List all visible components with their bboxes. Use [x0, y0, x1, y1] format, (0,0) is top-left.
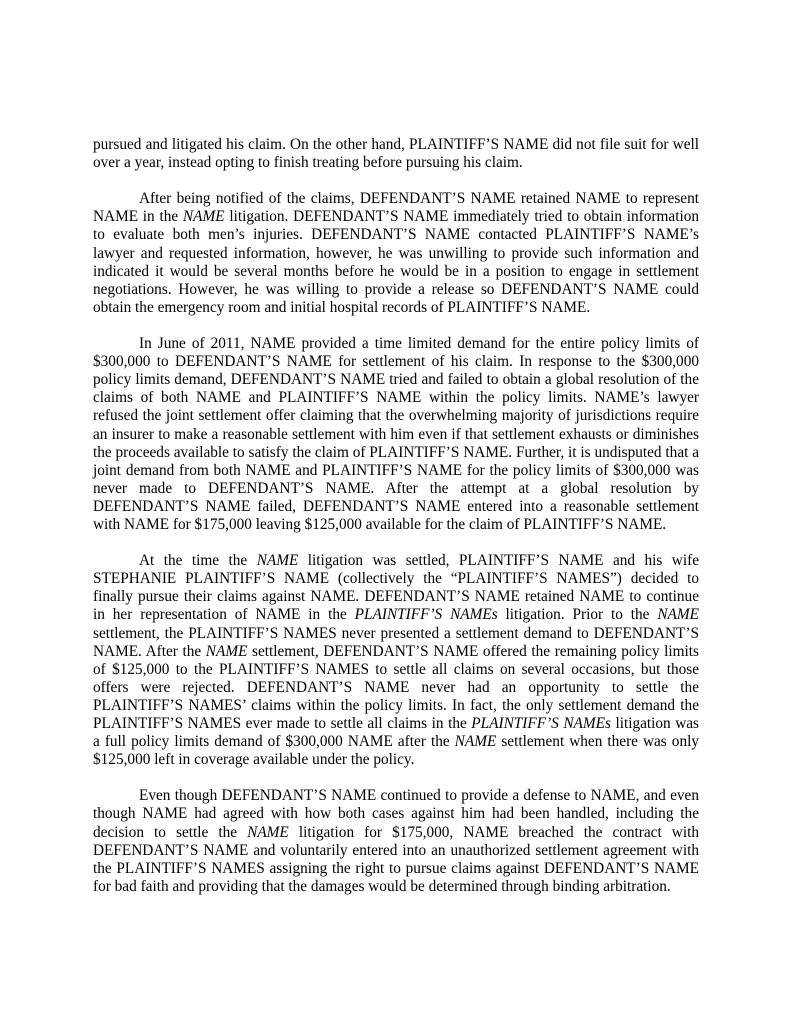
paragraph-4-text-g: settlement when there was only $125,000 left in coverage available under the policy. [93, 733, 699, 769]
paragraph-5 [93, 787, 699, 896]
paragraph-5-italic-case-name: NAME [247, 823, 289, 841]
paragraph-4-italic-3: NAME [657, 606, 699, 624]
paragraph-4-text-e: settlement, DEFENDANT’S NAME offered the remaining policy limits of $125,000 to the PLAINTIFF’S NAMES to settle all claims on several occasions, but those offers were rejected. DEFENDANT’S NAME never had an opportunity to settle the PLAINTIFF’S NAMES’ claims within the policy limits. In fact, the only settlement demand the PLAINTIFF’S NAMES ever made to settle all claims in the [93, 642, 699, 732]
paragraph-4-text-a: At the time the [139, 552, 257, 570]
paragraph-5-text-a: Even though DEFENDANT’S NAME continued to provide a defense to NAME, and even though NAME had agreed with how both cases against him had been handled, including the decision to settle the [93, 787, 699, 841]
paragraph-3 [93, 335, 699, 534]
paragraph-2-text-a: After being notified of the claims, DEFENDANT’S NAME retained NAME to represent NAME in the [93, 190, 699, 226]
paragraph-4-italic-1: NAME [256, 552, 299, 570]
paragraph-4-italic-4: NAME [205, 642, 248, 660]
paragraph-5-text-b: litigation for $175,000, NAME breached the contract with DEFENDANT’S NAME and voluntarily entered into an unauthorized settlement agreement with the PLAINTIFF’S NAMES assigning the right to pursue claims against DEFENDANT’S NAME for bad faith and providing that the damages would be determined through binding arbitration. [93, 823, 699, 895]
paragraph-4 [93, 552, 699, 769]
paragraph-1-text: pursued and litigated his claim. On the other hand, PLAINTIFF’S NAME did not file suit for well over a year, instead opting to finish treating before pursuing his claim. [93, 136, 699, 172]
paragraph-4-text-d: settlement, the PLAINTIFF’S NAMES never presented a settlement demand to DEFENDANT’S NAME. After the [93, 624, 699, 660]
paragraph-2 [93, 190, 699, 317]
document-page [93, 136, 699, 896]
paragraph-4-text-f: litigation was a full policy limits demand of $300,000 NAME after the [93, 715, 699, 751]
paragraph-3-text: In June of 2011, NAME provided a time limited demand for the entire policy limits of $300,000 to DEFENDANT’S NAME for settlement of his claim. In response to the $300,000 policy limits demand, DEFENDANT’S NAME tried and failed to obtain a global resolution of the claims of both NAME and PLAINTIFF’S NAME within the policy limits. NAME’s lawyer refused the joint settlement offer claiming that the overwhelming majority of jurisdictions require an insurer to make a reasonable settlement with him even if that settlement exhausts or diminishes the proceeds available to satisfy the claim of PLAINTIFF’S NAME. Further, it is undisputed that a joint demand from both NAME and PLAINTIFF’S NAME for the policy limits of $300,000 was never made to DEFENDANT’S NAME. After the attempt at a global resolution by DEFENDANT’S NAME failed, DEFENDANT’S NAME entered into a reasonable settlement with NAME for $175,000 leaving $125,000 available for the claim of PLAINTIFF’S NAME. [93, 335, 699, 533]
paragraph-4-italic-5: PLAINTIFF’S NAMEs [471, 715, 611, 732]
paragraph-2-text-b: litigation. DEFENDANT’S NAME immediately tried to obtain information to evaluate both men’s injuries. DEFENDANT’S NAME contacted PLAINTIFF’S NAME’s lawyer and requested information, however, he was unwilling to provide such information and indicated it would be several months before he would be in a position to engage in settlement negotiations. However, he was willing to provide a release so DEFENDANT’S NAME could obtain the emergency room and initial hospital records of PLAINTIFF’S NAME. [93, 208, 699, 316]
paragraph-2-italic-case-name: NAME [182, 208, 225, 226]
paragraph-4-text-c: litigation. Prior to the [497, 606, 658, 624]
paragraph-4-text-b: litigation was settled, PLAINTIFF’S NAME and his wife STEPHANIE PLAINTIFF’S NAME (collectively the “PLAINTIFF’S NAMES”) decided to finally pursue their claims against NAME. DEFENDANT’S NAME retained NAME to continue in her representation of NAME in the [93, 552, 699, 624]
paragraph-4-italic-6: NAME [454, 733, 497, 751]
paragraph-4-italic-2: PLAINTIFF’S NAMEs [354, 606, 498, 624]
paragraph-1 [93, 136, 699, 172]
